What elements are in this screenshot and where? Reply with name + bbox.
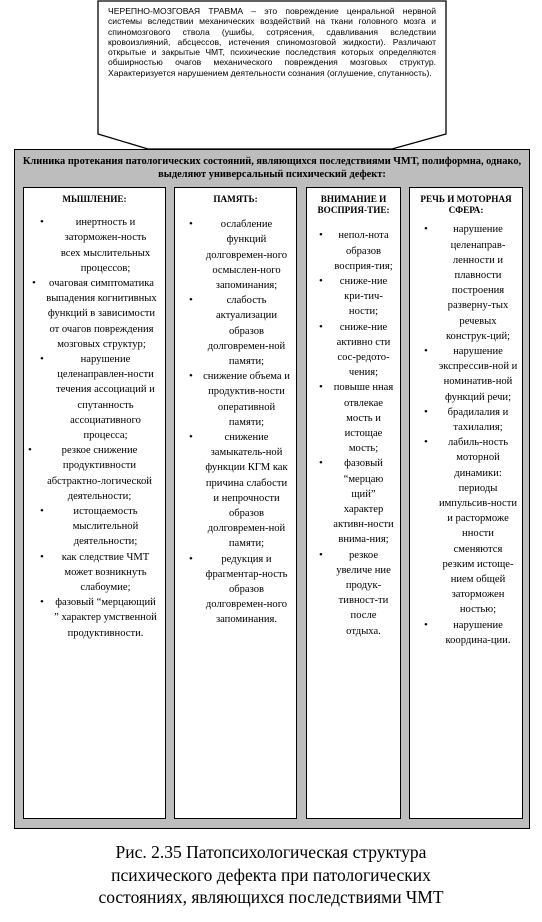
column-title-thinking: МЫШЛЕНИЕ: (62, 194, 127, 204)
caption-line-1: Рис. 2.35 Патопсихологическая структура (115, 842, 427, 862)
attention-item: • непол-нота образов восприя-тия; (319, 229, 393, 272)
thinking-item: • инертность и заторможен-ность всех мыслительных процессов; (40, 216, 151, 274)
speech-item: • нарушение координа-ции. (424, 618, 511, 646)
memory-item: • снижение объема и продуктив-ности оперативной памяти; (189, 370, 290, 428)
figure-caption (0, 841, 542, 909)
column-title-attention: ВНИМАНИЕ И ВОСПРИЯ-ТИЕ: (317, 194, 390, 216)
caption-line-3: состояниях, являющихся последствиями ЧМТ (98, 887, 444, 907)
memory-item: • ослабление функций долговремен-ного осмыслен-ного запоминания; (189, 218, 288, 292)
thinking-list (28, 215, 157, 641)
speech-item: • брадилалия и тахилалия; (424, 405, 509, 434)
column-thinking (23, 187, 166, 819)
attention-item: • сниже-ние кри-тич-ности; (319, 275, 388, 318)
attention-list (319, 228, 394, 638)
memory-item: • редукция и фрагментар-ность образов долговремен-ного запоминания. (189, 552, 288, 626)
attention-item: • резкое увеличе ние продук-тивност-ти после отдыха. (319, 548, 391, 637)
column-attention (306, 187, 401, 819)
thinking-item: • нарушение целенаправлен-ности течения ассоциаций и спутанность ассоциативного процесса; (40, 353, 155, 442)
attention-item: • фазовый “мерцаю щий” характер активн-ности внима-ния; (319, 457, 394, 546)
attention-item: • сниже-ние активно сти сос-редото-чения; (319, 320, 391, 379)
thinking-item: • фазовый “мерцающий ” характер умственной продуктивности. (40, 596, 157, 639)
memory-list (189, 217, 290, 627)
thinking-item: • очаговая симптоматика выпадения когнитивных функций в зависимости от очагов повреждения мозговых структур; (32, 277, 157, 350)
column-speech (409, 187, 523, 819)
speech-item: • нарушение целенаправ-ленности и плавности построения разверну-тых речевых конструк-ций; (424, 223, 511, 342)
clinic-header: Клиника протекания патологических состояний, являющихся последствиями ЧМТ, полиформна, однако, выделяют универсальный психический дефект: (22, 156, 522, 180)
speech-item: • нарушение экспрессив-ной и номинатив-ной функций речи; (424, 345, 518, 403)
caption-line-2: психического дефекта при патологических (111, 864, 431, 885)
attention-item: • повыше нная отвлекае мость и истощае мость; (319, 381, 394, 455)
column-title-memory: ПАМЯТЬ: (213, 194, 258, 204)
thinking-item: • резкое снижение продуктивности абстрактно-логической деятельности; (28, 444, 152, 502)
column-title-speech: РЕЧЬ И МОТОРНАЯ СФЕРА: (420, 194, 512, 216)
memory-item: • снижение замыкатель-ной функции КГМ как причина слабости и непрочности образов долговремен-ной памяти; (189, 431, 288, 550)
memory-item: • слабость актуализации образов долговремен-ной памяти; (189, 294, 286, 368)
speech-list (424, 222, 518, 648)
column-memory (174, 187, 297, 819)
thinking-item: • истощаемость мыслительной деятельности; (40, 505, 139, 548)
definition-text: ЧЕРЕПНО-МОЗГОВАЯ ТРАВМА – это повреждение ценральной нервной системы вследствии механических воздействий на ткани головного мозга и спиномозгового ствола (ушибы, сотрясения, сдавливания вследствии кровоизлияний, абсцессов, истечения спиномозговой жидкости). Различают открытые и закрытые ЧМТ, психические последствия которых определяются обширностью очагов механического повреждения мозговых структур. Характеризуется нарушением деятельности сознания (оглушение, спутанность). (108, 6, 436, 78)
thinking-item: • как следствие ЧМТ может возникнуть слабоумие; (40, 550, 150, 594)
speech-item: • лабиль-ность моторной динамики: периоды импульсив-ности и расторможе нности сменяются резким истоще-нием общей заторможен ностью; (424, 436, 518, 616)
